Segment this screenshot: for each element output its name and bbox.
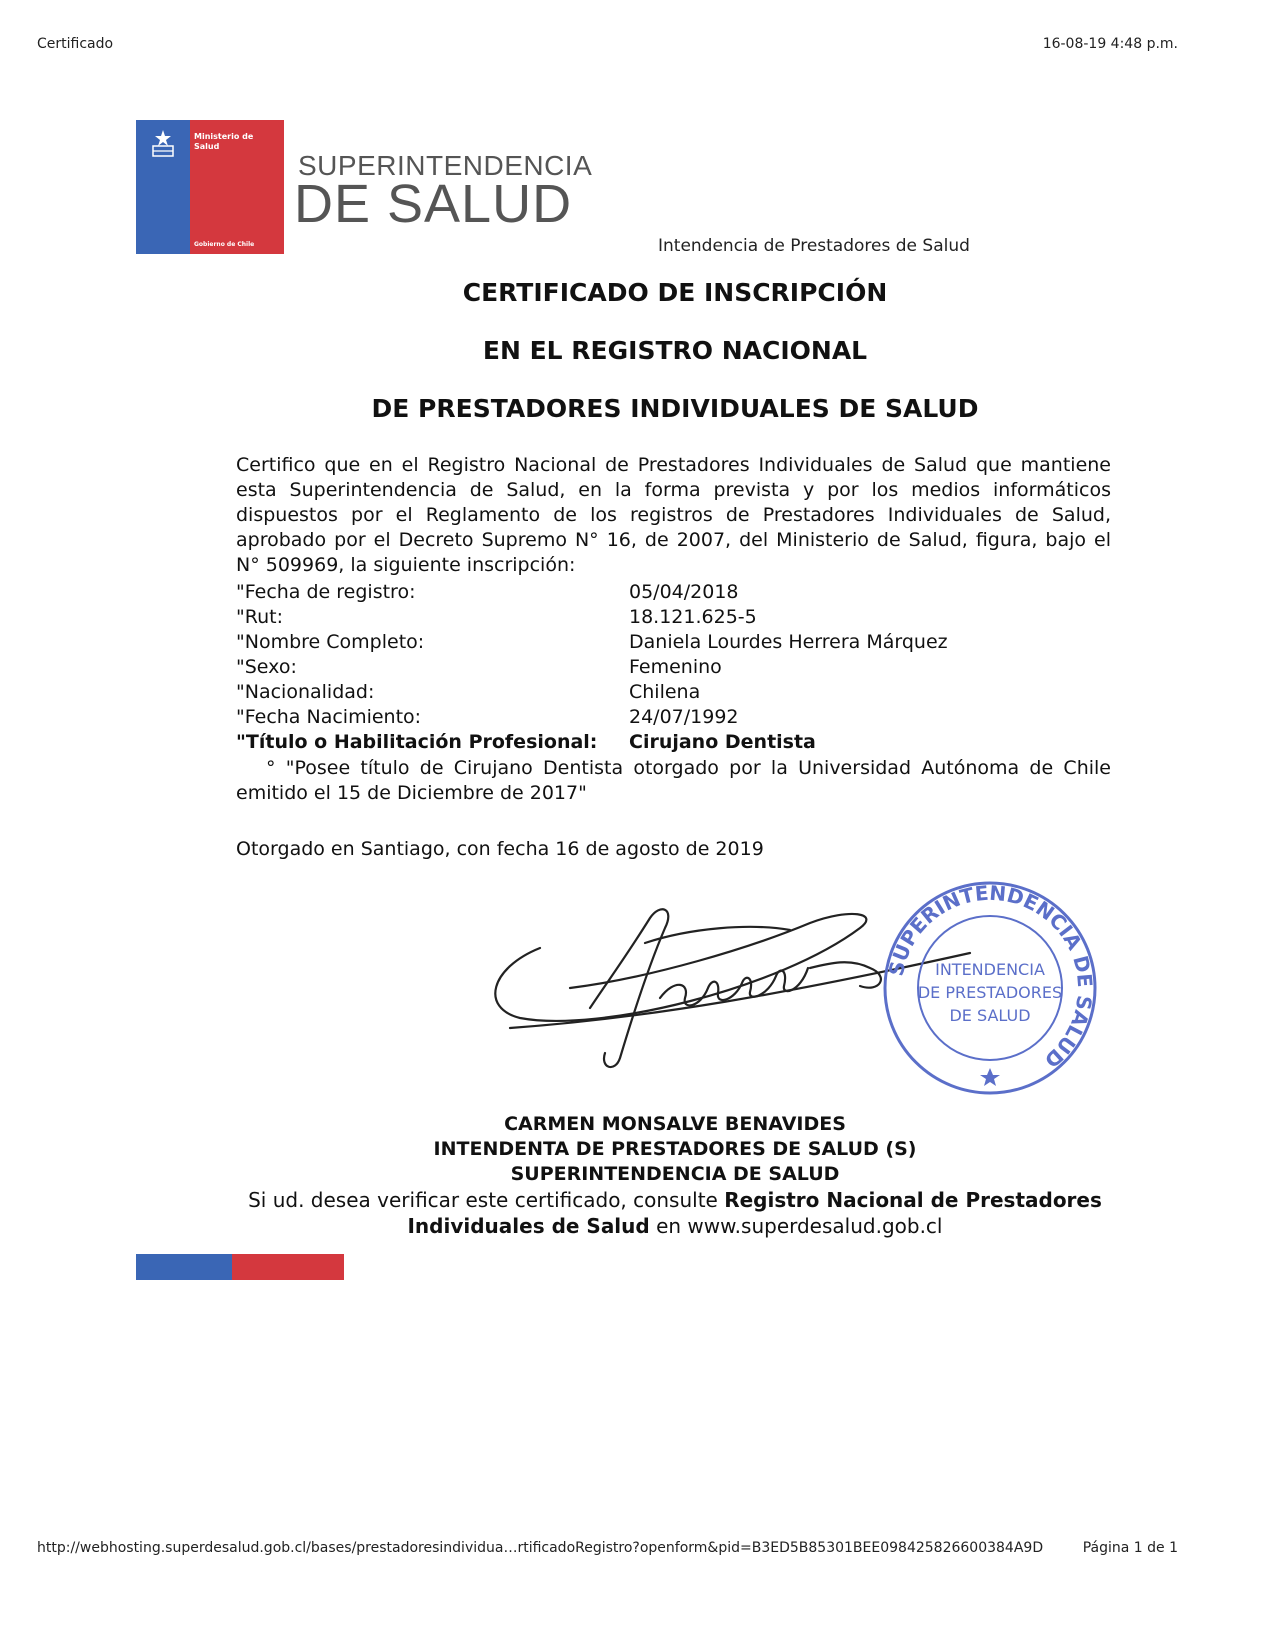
issue-date-line: Otorgado en Santiago, con fecha 16 de agosto de 2019 — [236, 838, 764, 860]
verify-line-1 — [0, 1187, 1275, 1213]
title-note — [236, 756, 1111, 806]
field-label: "Título o Habilitación Profesional: — [236, 731, 598, 753]
chile-crest-icon — [145, 128, 181, 162]
field-value: Femenino — [629, 656, 722, 678]
field-row — [236, 580, 948, 605]
intendencia-subtitle: Intendencia de Prestadores de Salud — [658, 236, 970, 256]
field-value: 24/07/1992 — [629, 706, 739, 728]
logo-blue-block — [136, 120, 190, 254]
field-value: 05/04/2018 — [629, 581, 739, 603]
stamp-center-line-3: DE SALUD — [949, 1006, 1031, 1025]
signer-organization: SUPERINTENDENCIA DE SALUD — [510, 1163, 840, 1185]
title-note-text: ° "Posee título de Cirujano Dentista otorgado por la Universidad Autónoma de Chile emitido el 15 de Diciembre de 2017" — [236, 757, 1111, 804]
print-header-title: Certificado — [37, 36, 114, 52]
field-value: Daniela Lourdes Herrera Márquez — [629, 631, 948, 653]
logo-ministry-text: Ministerio de Salud — [194, 132, 254, 151]
title-line-1: CERTIFICADO DE INSCRIPCIÓN — [462, 278, 888, 307]
title-line-2: EN EL REGISTRO NACIONAL — [482, 336, 868, 365]
field-value: 18.121.625-5 — [629, 606, 757, 628]
field-row — [236, 680, 948, 705]
field-label: "Nombre Completo: — [236, 631, 425, 653]
field-row — [236, 655, 948, 680]
stamp-center-line-1: INTENDENCIA — [935, 960, 1045, 979]
official-stamp — [884, 881, 1097, 1093]
title-line-3: DE PRESTADORES INDIVIDUALES DE SALUD — [371, 394, 979, 423]
print-header-datetime: 16-08-19 4:48 p.m. — [1042, 36, 1178, 52]
registration-fields — [236, 580, 948, 755]
verify-suffix: en www.superdesalud.gob.cl — [649, 1214, 943, 1238]
verify-prefix: Si ud. desea verificar este certificado, consulte — [248, 1188, 725, 1212]
signer-name: CARMEN MONSALVE BENAVIDES — [504, 1113, 846, 1135]
field-row-title — [236, 730, 948, 755]
brand-de-salud: DE SALUD — [294, 174, 573, 234]
field-row — [236, 705, 948, 730]
print-footer-page-number: Página 1 de 1 — [1082, 1540, 1178, 1556]
verify-line-2 — [0, 1213, 1275, 1239]
field-label: "Sexo: — [236, 656, 297, 678]
flag-color-bar — [136, 1254, 344, 1280]
brand-superintendencia: SUPERINTENDENCIA — [298, 150, 593, 181]
certification-paragraph: Certifico que en el Registro Nacional de Prestadores Individuales de Salud que mantiene esta Superintendencia de Salud, en la forma prevista y por los medios informáticos dispuestos por el Reglamento de los registros de Prestadores Individuales de Salud, aprobado por el Decreto Supremo N° 16, de 2007, del Ministerio de Salud, figura, bajo el N° 509969, la siguiente inscripción: — [236, 454, 1111, 576]
field-label: "Nacionalidad: — [236, 681, 375, 703]
field-value: Cirujano Dentista — [629, 731, 816, 753]
ministry-logo — [136, 120, 284, 254]
flag-bar-red — [232, 1254, 344, 1280]
print-footer-url: http://webhosting.superdesalud.gob.cl/bases/prestadoresindividua…rtificadoRegistro?openform&pid=B3ED5B85301BEE098425826600384A9D — [37, 1540, 1044, 1556]
field-row — [236, 630, 948, 655]
logo-gobierno-text: Gobierno de Chile — [194, 241, 255, 248]
stamp-ring-text: SUPERINTENDENCIA DE SALUD — [883, 880, 1098, 1073]
stamp-star-icon — [980, 1068, 1000, 1086]
field-label: "Fecha Nacimiento: — [236, 706, 422, 728]
field-row — [236, 605, 948, 630]
field-label: "Rut: — [236, 606, 283, 628]
field-label: "Fecha de registro: — [236, 581, 416, 603]
field-value: Chilena — [629, 681, 701, 703]
logo-red-block — [190, 120, 284, 254]
stamp-center-line-2: DE PRESTADORES — [917, 983, 1063, 1002]
flag-bar-blue — [136, 1254, 232, 1280]
verify-registry-link-2: Individuales de Salud — [407, 1214, 650, 1238]
signature-and-stamp — [450, 868, 1110, 1108]
signer-role: INTENDENTA DE PRESTADORES DE SALUD (S) — [433, 1138, 917, 1160]
verify-registry-link-1: Registro Nacional de Prestadores — [724, 1188, 1102, 1212]
